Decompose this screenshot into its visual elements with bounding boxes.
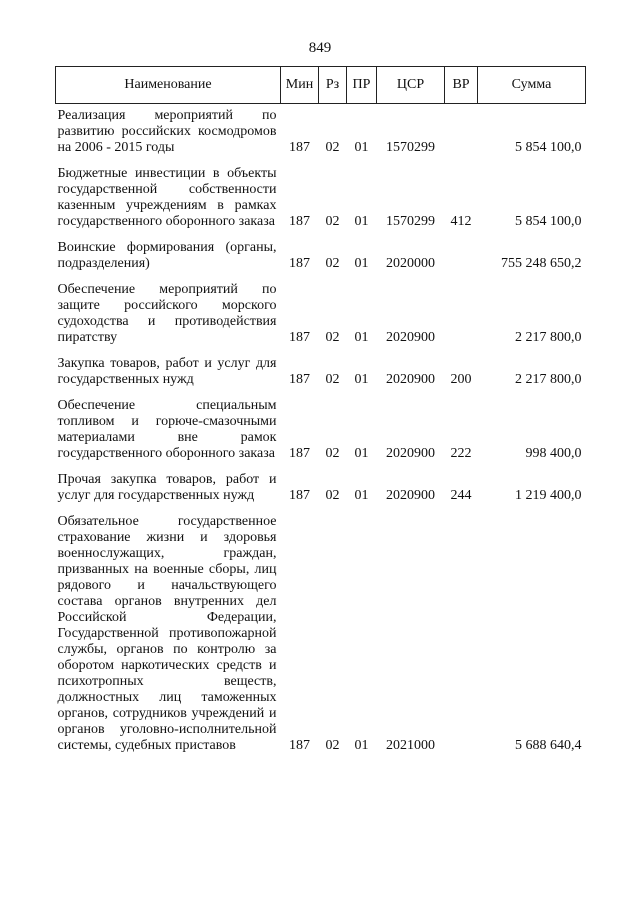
header-min: Мин <box>281 67 319 104</box>
row-sum: 2 217 800,0 <box>515 372 582 387</box>
budget-table <box>55 66 586 760</box>
header-csr: ЦСР <box>377 67 445 104</box>
header-vr: ВР <box>445 67 478 104</box>
row-vr <box>445 236 478 278</box>
row-name: Закупка товаров, работ и услуг для государственных нужд <box>57 356 277 387</box>
table-row <box>56 278 586 352</box>
row-vr: 222 <box>450 446 472 461</box>
row-sum: 5 688 640,4 <box>515 738 582 753</box>
row-rz: 02 <box>325 256 340 271</box>
header-sum: Сумма <box>478 67 586 104</box>
row-min: 187 <box>289 214 310 229</box>
row-pr: 01 <box>354 372 369 387</box>
row-pr: 01 <box>354 738 369 753</box>
row-rz: 02 <box>325 214 340 229</box>
row-csr: 1570299 <box>386 214 435 229</box>
row-min: 187 <box>289 140 310 155</box>
row-pr: 01 <box>354 256 369 271</box>
row-csr: 2020900 <box>386 446 435 461</box>
row-min: 187 <box>289 488 310 503</box>
row-csr: 2021000 <box>386 738 435 753</box>
page-number: 849 <box>308 40 332 56</box>
row-vr: 412 <box>450 214 472 229</box>
row-min: 187 <box>289 256 310 271</box>
table-row <box>56 162 586 236</box>
row-csr: 2020000 <box>386 256 435 271</box>
row-name: Прочая закупка товаров, работ и услуг для государственных нужд <box>57 472 277 503</box>
header-pr: ПР <box>347 67 377 104</box>
row-sum: 5 854 100,0 <box>515 214 582 229</box>
row-rz: 02 <box>325 140 340 155</box>
row-min: 187 <box>289 372 310 387</box>
row-rz: 02 <box>325 330 340 345</box>
row-name: Обязательное государственное страхование жизни и здоровья военнослужащих, граждан, призванных на военные сборы, лиц рядового и начальствующего состава органов внутренних дел Российской Федерации, Государственной противопожарной службы, органов по контролю за оборотом наркотических средств и психотропных веществ, должностных лиц таможенных органов, сотрудников учреждений и органов уголовно-исполнительной системы, судебных приставов <box>57 514 277 753</box>
table-row <box>56 394 586 468</box>
row-vr <box>445 104 478 163</box>
row-sum: 998 400,0 <box>525 446 582 461</box>
row-rz: 02 <box>325 446 340 461</box>
row-pr: 01 <box>354 330 369 345</box>
table-row <box>56 104 586 163</box>
row-vr <box>445 278 478 352</box>
row-min: 187 <box>289 446 310 461</box>
row-csr: 2020900 <box>386 488 435 503</box>
row-name: Обеспечение специальным топливом и горюче-смазочными материалами вне рамок государственного оборонного заказа <box>57 398 277 461</box>
header-name: Наименование <box>56 67 281 104</box>
row-vr: 200 <box>450 372 472 387</box>
table-row <box>56 510 586 760</box>
table-row <box>56 236 586 278</box>
row-vr <box>445 510 478 760</box>
row-sum: 1 219 400,0 <box>515 488 582 503</box>
table-row <box>56 352 586 394</box>
row-sum: 755 248 650,2 <box>501 256 582 271</box>
row-pr: 01 <box>354 446 369 461</box>
row-name: Обеспечение мероприятий по защите российского морского судоходства и противодействия пиратству <box>57 282 277 345</box>
row-rz: 02 <box>325 372 340 387</box>
row-vr: 244 <box>450 488 472 503</box>
row-sum: 2 217 800,0 <box>515 330 582 345</box>
row-csr: 2020900 <box>386 330 435 345</box>
table-header-row <box>56 67 586 104</box>
row-csr: 1570299 <box>386 140 435 155</box>
row-pr: 01 <box>354 214 369 229</box>
table-row <box>56 468 586 510</box>
row-name: Бюджетные инвестиции в объекты государственной собственности казенным учреждениям в рамках государственного оборонного заказа <box>57 166 277 229</box>
row-csr: 2020900 <box>386 372 435 387</box>
row-name: Воинские формирования (органы, подразделения) <box>57 240 277 271</box>
row-min: 187 <box>289 330 310 345</box>
row-rz: 02 <box>325 488 340 503</box>
row-name: Реализация мероприятий по развитию российских космодромов на 2006 - 2015 годы <box>57 108 277 155</box>
row-min: 187 <box>289 738 310 753</box>
row-pr: 01 <box>354 140 369 155</box>
row-pr: 01 <box>354 488 369 503</box>
row-rz: 02 <box>325 738 340 753</box>
row-sum: 5 854 100,0 <box>515 140 582 155</box>
header-rz: Рз <box>319 67 347 104</box>
